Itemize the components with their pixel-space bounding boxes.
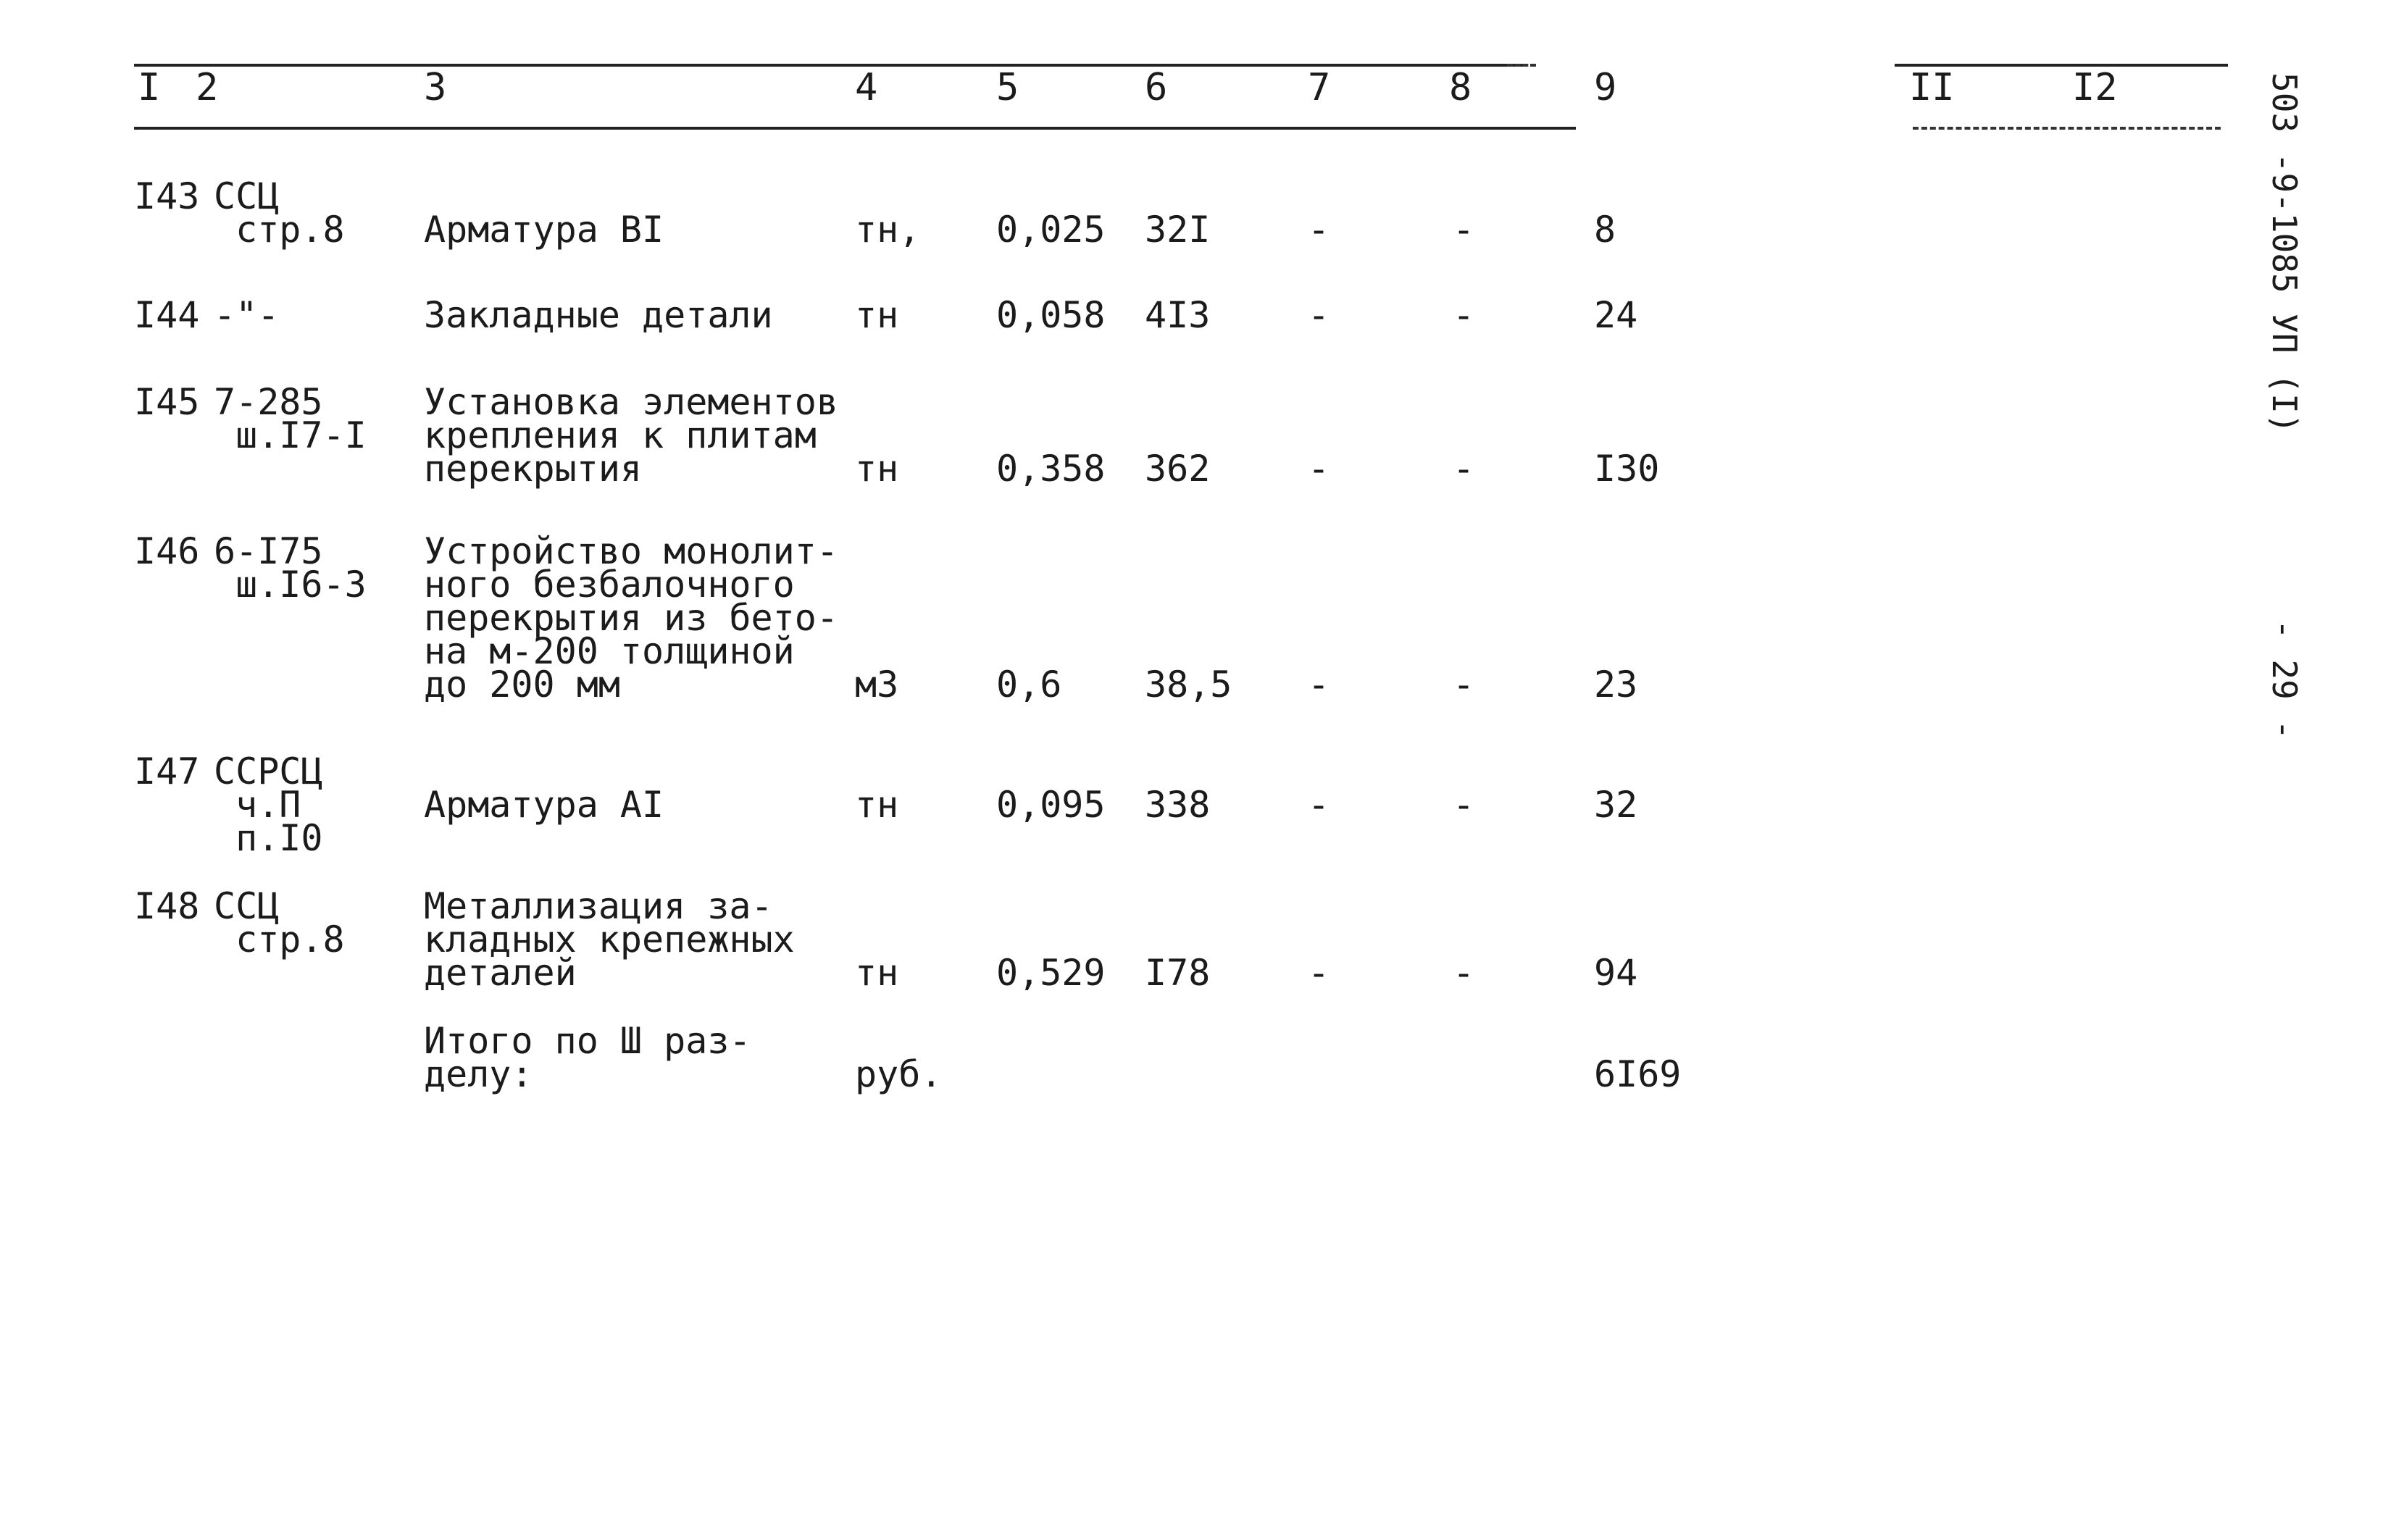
header-col-5: 5	[996, 66, 1019, 109]
row-col8: -	[1453, 784, 1475, 826]
row-unit: м3	[855, 664, 899, 706]
row-quantity: 0,095	[996, 784, 1106, 826]
row-total: 32	[1594, 784, 1638, 826]
header-top-rule-dashed	[1507, 64, 1536, 67]
row-col8: -	[1453, 209, 1475, 251]
row-col7: -	[1308, 664, 1330, 706]
header-bottom-rule	[134, 127, 1576, 130]
row-name: Устройство монолит- ного безбалочного перекрытия из бето- на м-200 толщиной до 200 мм	[424, 530, 838, 706]
row-name: Установка элементов крепления к плитам перекрытия	[424, 381, 838, 490]
page-number: - 29 -	[2265, 619, 2304, 740]
row-code: 6-I75 ш.I6-3	[214, 530, 367, 606]
header-col-3: 3	[424, 66, 447, 109]
row-name: Арматура АI	[424, 784, 664, 826]
header-col-9: 9	[1594, 66, 1617, 109]
row-price: 38,5	[1145, 664, 1232, 706]
row-col8: -	[1453, 448, 1475, 490]
row-unit: тн	[855, 294, 899, 336]
row-name: Закладные детали	[424, 294, 773, 336]
header-col-7: 7	[1308, 66, 1331, 109]
row-total: 94	[1594, 952, 1638, 994]
row-number: I47	[134, 750, 200, 792]
row-price: 362	[1145, 448, 1211, 490]
row-name: Металлизация за- кладных крепежных деталей	[424, 885, 795, 994]
row-unit: тн	[855, 952, 899, 994]
row-number: I44	[134, 294, 200, 336]
row-total: 8	[1594, 209, 1616, 251]
row-code: ССЦ стр.8	[214, 175, 345, 251]
row-quantity: 0,358	[996, 448, 1106, 490]
row-col8: -	[1453, 294, 1475, 336]
row-col7: -	[1308, 448, 1330, 490]
row-quantity: 0,058	[996, 294, 1106, 336]
row-number: I48	[134, 885, 200, 927]
row-number: I45	[134, 381, 200, 423]
header-col-4: 4	[855, 66, 878, 109]
row-quantity: 0,529	[996, 952, 1106, 994]
row-col8: -	[1453, 664, 1475, 706]
row-total: 23	[1594, 664, 1638, 706]
summary-label: Итого по Ш раз- делу:	[424, 1020, 751, 1095]
row-number: I43	[134, 175, 200, 217]
row-total: I30	[1594, 448, 1660, 490]
header-bottom-rule-right	[1913, 127, 2221, 130]
row-unit: тн	[855, 784, 899, 826]
row-code: -"-	[214, 294, 280, 336]
row-unit: тн,	[855, 209, 921, 251]
row-code: 7-285 ш.I7-I	[214, 381, 367, 456]
summary-unit: руб.	[855, 1053, 943, 1095]
header-col-12: I2	[2072, 66, 2118, 109]
summary-total: 6I69	[1594, 1053, 1682, 1095]
row-quantity: 0,6	[996, 664, 1062, 706]
row-price: 32I	[1145, 209, 1211, 251]
row-price: I78	[1145, 952, 1211, 994]
header-col-6: 6	[1145, 66, 1168, 109]
row-price: 4I3	[1145, 294, 1211, 336]
side-document-code: 503 -9-1085 УП (I)	[2265, 72, 2304, 434]
row-quantity: 0,025	[996, 209, 1106, 251]
header-col-8: 8	[1449, 66, 1472, 109]
row-code: ССРСЦ ч.П п.I0	[214, 750, 323, 859]
row-unit: тн	[855, 448, 899, 490]
header-col-2: 2	[196, 66, 219, 109]
row-price: 338	[1145, 784, 1211, 826]
header-col-1: I	[138, 66, 161, 109]
row-total: 24	[1594, 294, 1638, 336]
row-col7: -	[1308, 294, 1330, 336]
row-col7: -	[1308, 784, 1330, 826]
row-col7: -	[1308, 952, 1330, 994]
row-name: Арматура ВI	[424, 209, 664, 251]
row-col8: -	[1453, 952, 1475, 994]
row-code: ССЦ стр.8	[214, 885, 345, 961]
row-col7: -	[1308, 209, 1330, 251]
row-number: I46	[134, 530, 200, 572]
header-col-11: II	[1909, 66, 1955, 109]
